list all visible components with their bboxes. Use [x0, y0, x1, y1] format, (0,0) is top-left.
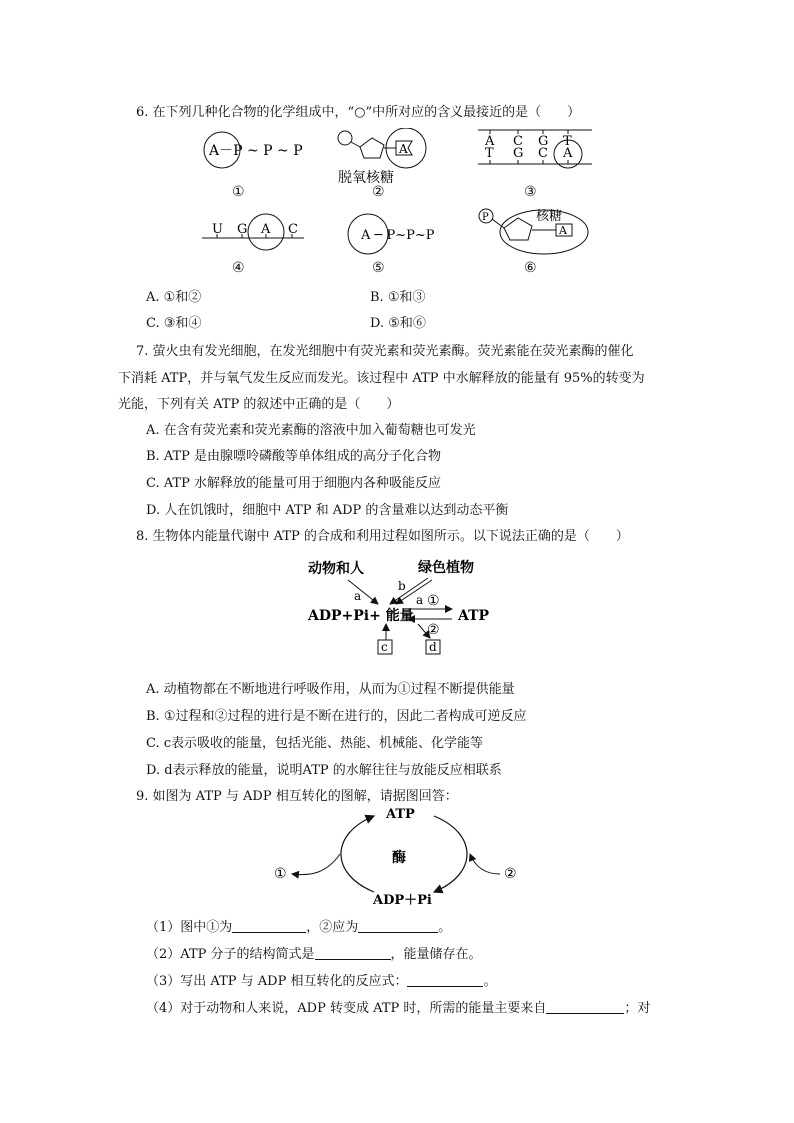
q9-blank-2[interactable] — [358, 918, 438, 933]
q9-sub-1-text-b: ，②应为 — [306, 920, 359, 935]
figure-2-base: A — [399, 142, 408, 156]
q9-label-2: ② — [504, 866, 517, 882]
q8-label-1: ① — [427, 593, 440, 609]
q7-stem-3: 光能，下列有关 ATP 的叙述中正确的是（ ） — [118, 397, 400, 412]
q9-enzyme: 酶 — [392, 850, 406, 866]
q7-option-c: C. ATP 水解释放的能量可用于细胞内各种吸能反应 — [146, 476, 441, 491]
q9-blank-1[interactable] — [232, 918, 306, 933]
figure-3-top-3: G — [538, 134, 549, 149]
q6-option-a: A. ①和② — [146, 290, 202, 305]
q8-option-d: D. d表示释放的能量，说明ATP 的水解往往与放能反应相联系 — [146, 763, 502, 778]
figure-3-bottom-3: C — [538, 146, 548, 161]
q7-option-b: B. ATP 是由腺嘌呤磷酸等单体组成的高分子化合物 — [146, 449, 442, 464]
figure-3-bottom-4: A — [563, 146, 573, 161]
q9-atp: ATP — [386, 807, 415, 822]
q7-option-d: D. 人在饥饿时，细胞中 ATP 和 ADP 的含量难以达到动态平衡 — [146, 503, 509, 518]
figure-3-top-4: T — [563, 134, 572, 149]
q9-sub-3-text-b: 。 — [483, 974, 497, 989]
q7-stem-1: 7. 萤火虫有发光细胞，在发光细胞中有荧光素和荧光素酶。荧光素能在荧光素酶的催化 — [136, 344, 634, 359]
caption-6: ⑥ — [524, 260, 537, 276]
figure-6 — [478, 206, 596, 258]
q8-label-a-left: a — [354, 589, 362, 603]
q9-sub-3-text-a: （3）写出 ATP 与 ADP 相互转化的反应式： — [146, 974, 408, 989]
caption-4: ④ — [232, 260, 245, 276]
figure-4-base-3: A — [261, 222, 271, 237]
q8-left-term: ADP+Pi+ 能量 — [308, 608, 414, 624]
q9-cycle-diagram — [270, 804, 530, 912]
q6-stem: 6. 在下列几种化合物的化学组成中，“○”中所对应的含义最接近的是（ ） — [136, 105, 581, 120]
q9-sub-4-text-a: （4）对于动物和人来说，ADP 转变成 ATP 时，所需的能量主要来自 — [146, 1001, 547, 1016]
q6-option-c: C. ③和④ — [146, 316, 202, 331]
figure-4-base-2: G — [237, 222, 248, 237]
q9-sub-1 — [146, 918, 451, 937]
q9-stem: 9. 如图为 ATP 与 ADP 相互转化的图解，请据图回答： — [136, 789, 458, 804]
q9-sub-3 — [146, 972, 496, 991]
figure-3 — [476, 124, 594, 180]
q9-sub-2-text-b: ，能量储存在。 — [390, 947, 482, 962]
q8-plants-label: 绿色植物 — [418, 560, 474, 576]
figure-5 — [346, 212, 456, 256]
q9-blank-4[interactable] — [407, 972, 483, 987]
q7-option-a: A. 在含有荧光素和荧光素酶的溶液中加入葡萄糖也可发光 — [146, 423, 476, 438]
figure-3-top-1: A — [485, 134, 495, 149]
q8-label-2: ② — [427, 622, 440, 638]
q9-adp: ADP＋Pi — [373, 893, 432, 908]
q8-animals-label: 动物和人 — [308, 561, 364, 577]
figure-6-label: 核糖 — [536, 209, 563, 224]
figure-6-phosphate: P — [482, 212, 489, 223]
caption-1: ① — [232, 184, 245, 200]
q8-option-c: C. c表示吸收的能量，包括光能、热能、机械能、化学能等 — [146, 736, 484, 751]
figure-3-top-2: C — [513, 134, 523, 149]
caption-3: ③ — [524, 184, 537, 200]
q9-sub-4-text-b: ；对 — [624, 1001, 651, 1016]
q9-sub-4 — [146, 999, 650, 1018]
figure-2 — [336, 128, 446, 186]
caption-5: ⑤ — [372, 260, 385, 276]
q6-option-b: B. ①和③ — [370, 290, 426, 305]
q7-stem-2: 下消耗 ATP，并与氧气发生反应而发光。该过程中 ATP 中水解释放的能量有 95%的转变为 — [118, 371, 645, 386]
figure-4-base-1: U — [212, 222, 223, 237]
q8-option-a: A. 动植物都在不断地进行呼吸作用，从而为①过程不断提供能量 — [146, 682, 515, 697]
figure-3-bottom-1: T — [485, 146, 494, 161]
q9-blank-5[interactable] — [546, 999, 624, 1014]
q9-label-1: ① — [274, 866, 287, 882]
figure-5-text: A ─ P~P~P — [361, 228, 435, 243]
q6-option-d: D. ⑤和⑥ — [370, 316, 426, 331]
figure-4-base-4: C — [288, 222, 298, 237]
q8-label-a-right: a — [416, 593, 424, 607]
q8-label-c: c — [381, 640, 388, 654]
q8-option-b: B. ①过程和②过程的进行是不断在进行的，因此二者构成可逆反应 — [146, 709, 527, 724]
figure-1-text: A－P ~ P ~ P — [209, 143, 303, 159]
figure-4 — [200, 210, 310, 254]
figure-3-bottom-2: G — [513, 146, 524, 161]
q9-sub-2-text-a: （2）ATP 分子的结构简式是 — [146, 947, 315, 962]
q9-sub-1-text-a: （1）图中①为 — [146, 920, 233, 935]
figure-1 — [200, 130, 310, 170]
q8-diagram — [300, 556, 500, 664]
q9-sub-2 — [146, 945, 482, 964]
q8-atp: ATP — [458, 608, 490, 624]
caption-2: ② — [372, 184, 385, 200]
q8-label-b: b — [398, 579, 406, 593]
q8-stem: 8. 生物体内能量代谢中 ATP 的合成和利用过程如图所示。以下说法正确的是（ ） — [136, 529, 629, 544]
figure-2-label: 脱氧核糖 — [338, 170, 394, 186]
q9-sub-1-text-c: 。 — [438, 920, 452, 935]
q9-blank-3[interactable] — [315, 945, 391, 960]
figure-6-base: A — [559, 224, 567, 237]
q8-label-d: d — [429, 640, 437, 654]
